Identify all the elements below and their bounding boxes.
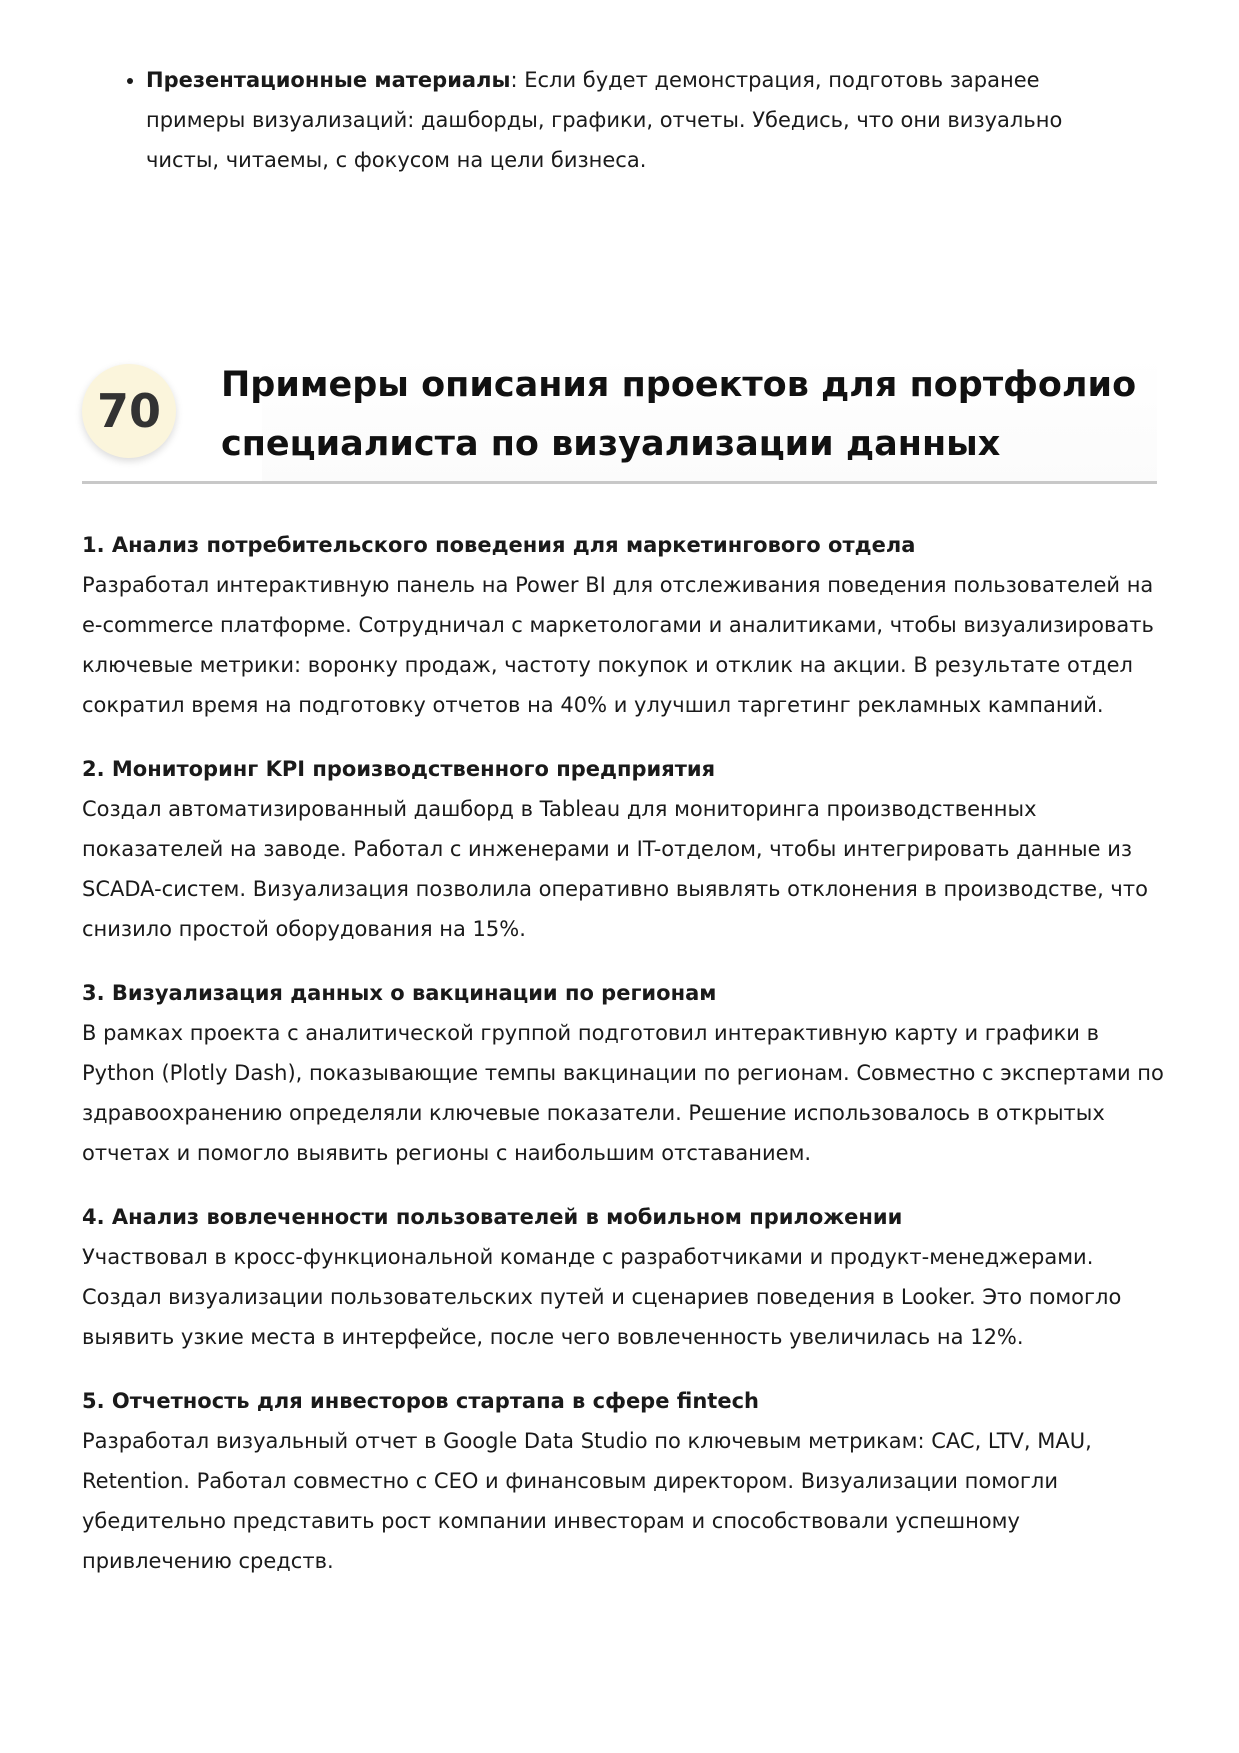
project-item [82, 525, 1167, 725]
project-item [82, 973, 1167, 1173]
section-title: Примеры описания проектов для портфолио специалиста по визуализации данных [221, 365, 1137, 464]
project-item [82, 1381, 1167, 1581]
project-title: 4. Анализ вовлеченности пользователей в мобильном приложении [82, 1205, 903, 1229]
intro-bullet-list [116, 60, 1116, 180]
intro-bullet-item [146, 60, 1116, 180]
intro-bullet-text: : Если будет демонстрация, подготовь заранее примеры визуализаций: дашборды, графики, отчеты. Убедись, что они визуально чисты, читаемы, с фокусом на цели бизнеса. [146, 68, 1063, 172]
project-description: Создал автоматизированный дашборд в Tableau для мониторинга производственных показателей на заводе. Работал с инженерами и IT-отделом, чтобы интегрировать данные из SCADA-систем. Визуализация позволила оперативно выявлять отклонения в производстве, что снизило простой оборудования на 15%. [82, 797, 1148, 941]
project-title: 5. Отчетность для инвесторов стартапа в сфере fintech [82, 1389, 759, 1413]
project-description: В рамках проекта с аналитической группой подготовил интерактивную карту и графики в Python (Plotly Dash), показывающие темпы вакцинации по регионам. Совместно с экспертами по здравоохранению определяли ключевые показатели. Решение использовалось в открытых отчетах и помогло выявить регионы с наибольшим отставанием. [82, 1021, 1164, 1165]
project-item [82, 1197, 1167, 1357]
project-description: Участвовал в кросс-функциональной команде с разработчиками и продукт-менеджерами. Создал визуализации пользовательских путей и сценариев поведения в Looker. Это помогло выявить узкие места в интерфейсе, после чего вовлеченность увеличилась на 12%. [82, 1245, 1122, 1349]
project-list [82, 525, 1167, 1605]
section-header [82, 356, 1157, 484]
project-title: 1. Анализ потребительского поведения для маркетингового отдела [82, 533, 916, 557]
project-item [82, 749, 1167, 949]
project-description: Разработал интерактивную панель на Power BI для отслеживания поведения пользователей на e-commerce платформе. Сотрудничал с маркетологами и аналитиками, чтобы визуализировать ключевые метрики: воронку продаж, частоту покупок и отклик на акции. В результате отдел сократил время на подготовку отчетов на 40% и улучшил таргетинг рекламных кампаний. [82, 573, 1154, 717]
section-number-badge: 70 [82, 364, 176, 458]
intro-bullet-label: Презентационные материалы [146, 68, 511, 92]
project-description: Разработал визуальный отчет в Google Data Studio по ключевым метрикам: CAC, LTV, MAU, Retention. Работал совместно с CEO и финансовым директором. Визуализации помогли убедительно представить рост компании инвесторам и способствовали успешному привлечению средств. [82, 1429, 1092, 1573]
project-title: 2. Мониторинг KPI производственного предприятия [82, 757, 716, 781]
project-title: 3. Визуализация данных о вакцинации по регионам [82, 981, 717, 1005]
